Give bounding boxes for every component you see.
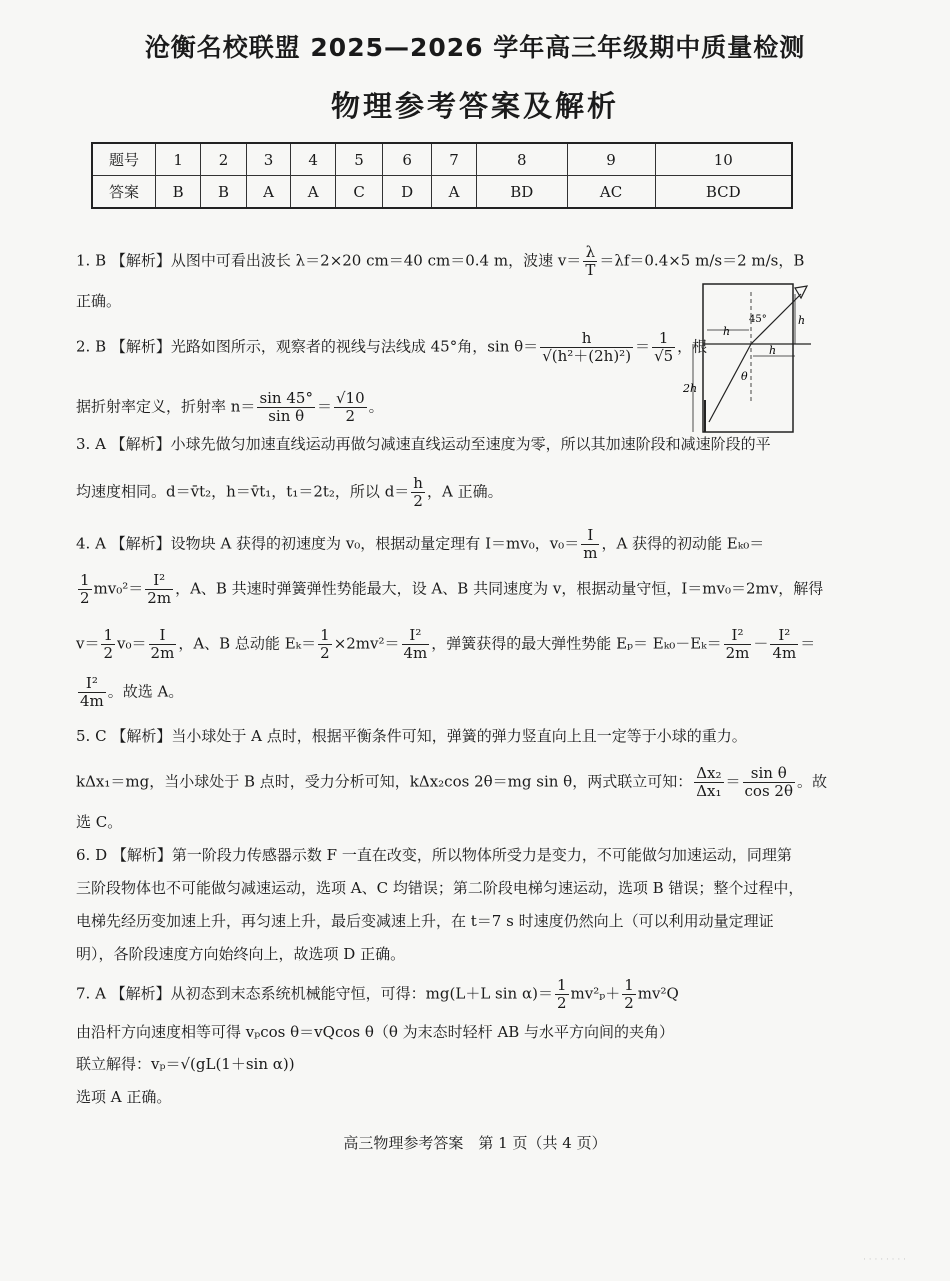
fraction: $\frac{1}{2}$ — [624, 976, 634, 1012]
answer-table — [91, 142, 793, 209]
angle-label: 45° — [749, 314, 767, 325]
two-h-label: 2h — [683, 382, 698, 395]
answer-row — [92, 176, 792, 209]
question-number: 6 — [383, 143, 432, 176]
answer-cell: A — [246, 176, 291, 209]
watermark: · · · · · · · · — [863, 1255, 906, 1265]
answer-cell: A — [291, 176, 336, 209]
question-number: 4 — [291, 143, 336, 176]
q6-line-4: 明），各阶段速度方向始终向上，故选项 D 正确。 — [76, 945, 406, 963]
fraction: $\frac{\text{I²}}{2m}$ — [725, 626, 750, 662]
q6-line-1: 6. D 【解析】第一阶段力传感器示数 F 一直在改变，所以物体所受力是变力，不可能做匀加速运动，同理第 — [76, 846, 792, 864]
observer-eye-icon — [795, 286, 807, 298]
fraction: $\frac{1}{2}$ — [556, 976, 567, 1012]
answer-cell: BCD — [655, 176, 792, 209]
q4-line-4: $\frac{\text{I²}}{4m}$ 。故选 A。 — [80, 674, 184, 710]
fraction: $\frac{1}{2}$ — [80, 571, 90, 607]
fraction: $\frac{1}{√5}$ — [654, 329, 674, 365]
page-footer: 高三物理参考答案 第 1 页（共 4 页） — [343, 1134, 607, 1152]
fraction: $\frac{\text{sin θ}}{\cos 2\theta}$ — [744, 764, 794, 800]
question-number: 5 — [336, 143, 383, 176]
question-number: 10 — [655, 143, 792, 176]
h-label: h — [723, 325, 731, 338]
q5-line-3: 选 C。 — [76, 813, 123, 831]
fraction: $\frac{I}{2m}$ — [150, 626, 175, 662]
q1-line-2: 正确。 — [76, 292, 122, 310]
q4-line-3: v＝ $\frac{1}{2}$ v₀＝ $\frac{I}{2m}$ ，A、B 总动能 Eₖ＝ $\frac{1}{2}$ ×2mv²＝ $\frac{\text{I²}}{4m}$ ，弹簧获得的最大弹性势能 Eₚ＝ Eₖ₀－Eₖ＝ $\frac{\text{I²}}{2m}$ － $\frac{\text{I²}}{4m}$ ＝ — [76, 626, 816, 662]
fraction: $\frac{\text{I²}}{2m}$ — [147, 571, 172, 607]
fraction: $\frac{\lambda}{T}$ — [585, 243, 596, 279]
q7-line-3: 联立解得：vₚ＝√(gL(1＋sin α)) — [76, 1055, 295, 1073]
q2-line-2: 据折射率定义，折射率 n＝ $\frac{\sin 45^\circ}{\text{sin θ}}$ ＝ $\frac{√10}{2}$ 。 — [76, 389, 384, 425]
q4-line-2: $\frac{1}{2}$ mv₀²＝ $\frac{\text{I²}}{2m}$ ，A、B 共速时弹簧弹性势能最大，设 A、B 共同速度为 v，根据动量守恒，I＝mv₀＝2mv，解得 — [80, 571, 824, 607]
question-number: 9 — [567, 143, 655, 176]
h-label-lower: h — [769, 344, 777, 357]
fraction: $\frac{√10}{2}$ — [335, 389, 365, 425]
q7-line-4: 选项 A 正确。 — [76, 1088, 172, 1106]
q6-line-3: 电梯先经历变加速上升，再匀速上升，最后变减速上升，在 t＝7 s 时速度仍然向上（可以利用动量定理证 — [76, 912, 774, 930]
answer-cell: BD — [476, 176, 567, 209]
question-number: 3 — [246, 143, 291, 176]
q2-line-1: 2. B 【解析】光路如图所示，观察者的视线与法线成 45°角，sin θ＝ $\frac{h}{\text{√(h²＋(2h)²)}}$ ＝ $\frac{1}{√5}$ ，根 — [76, 329, 708, 365]
answer-cell: D — [383, 176, 432, 209]
question-number: 7 — [432, 143, 477, 176]
fraction: $\frac{\text{I²}}{4m}$ — [772, 626, 797, 662]
answer-cell: B — [156, 176, 201, 209]
row-label-answer: 答案 — [92, 176, 156, 209]
refraction-diagram — [683, 282, 813, 434]
exam-title: 沧衡名校联盟 2025—2026 学年高三年级期中质量检测 — [144, 33, 806, 62]
fraction: $\frac{I}{m}$ — [583, 526, 598, 562]
q5-line-1: 5. C 【解析】当小球处于 A 点时，根据平衡条件可知，弹簧的弹力竖直向上且一定等于小球的重力。 — [76, 727, 747, 745]
theta-label: θ — [741, 370, 748, 383]
answer-cell: C — [336, 176, 383, 209]
fraction: $\frac{\text{I²}}{4m}$ — [403, 626, 428, 662]
answer-cell: A — [432, 176, 477, 209]
q5-line-2: kΔx₁＝mg，当小球处于 B 点时，受力分析可知，kΔx₂cos 2θ＝mg sin θ，两式联立可知： $\frac{\text{Δx₂}}{\text{Δx₁}}$ ＝ $\frac{\text{sin θ}}{\cos 2\theta}$ 。故 — [76, 764, 828, 800]
row-label-number: 题号 — [92, 143, 156, 176]
q6-line-2: 三阶段物体也不可能做匀减速运动，选项 A、C 均错误；第二阶段电梯匀速运动，选项 B 错误；整个过程中， — [76, 879, 804, 897]
q4-line-1: 4. A 【解析】设物块 A 获得的初速度为 v₀，根据动量定理有 I＝mv₀，v₀＝ $\frac{I}{m}$ ，A 获得的初动能 Eₖ₀＝ — [76, 526, 765, 562]
page-subtitle: 物理参考答案及解析 — [330, 89, 619, 123]
h-label-right: h — [798, 314, 806, 327]
q3-line-2: 均速度相同。d＝v̄t₂，h＝v̄t₁，t₁＝2t₂，所以 d＝ $\frac{h}{2}$ ，A 正确。 — [76, 474, 503, 510]
question-number-row — [92, 143, 792, 176]
question-number: 8 — [476, 143, 567, 176]
fraction: $\frac{h}{\text{√(h²＋(2h)²)}}$ — [542, 329, 632, 365]
refracted-ray — [709, 344, 751, 422]
question-number: 1 — [156, 143, 201, 176]
answer-cell: B — [201, 176, 246, 209]
fraction: $\frac{h}{2}$ — [413, 474, 423, 510]
q7-line-2: 由沿杆方向速度相等可得 vₚcos θ＝vQcos θ（θ 为末态时轻杆 AB 与水平方向间的夹角） — [76, 1023, 675, 1041]
fraction: $\frac{\sin 45^\circ}{\text{sin θ}}$ — [259, 389, 313, 425]
q3-line-1: 3. A 【解析】小球先做匀加速直线运动再做匀减速直线运动至速度为零，所以其加速阶段和减速阶段的平 — [76, 435, 771, 453]
fraction: $\frac{\text{Δx₂}}{\text{Δx₁}}$ — [696, 764, 722, 800]
fraction: $\frac{\text{I²}}{4m}$ — [80, 674, 104, 710]
answer-cell: AC — [567, 176, 655, 209]
fraction: $\frac{1}{2}$ — [103, 626, 114, 662]
q7-line-1: 7. A 【解析】从初态到末态系统机械能守恒，可得：mg(L＋L sin α)＝ $\frac{1}{2}$ mv²ₚ＋ $\frac{1}{2}$ mv²Q — [76, 976, 679, 1012]
question-number: 2 — [201, 143, 246, 176]
q1-line-1: 1. B 【解析】从图中可看出波长 λ＝2×20 cm＝40 cm＝0.4 m，波速 v＝ $\frac{\lambda}{T}$ ＝λf＝0.4×5 m/s＝2 m/s，B — [76, 243, 805, 279]
container-outline — [703, 284, 793, 432]
fraction: $\frac{1}{2}$ — [320, 626, 330, 662]
